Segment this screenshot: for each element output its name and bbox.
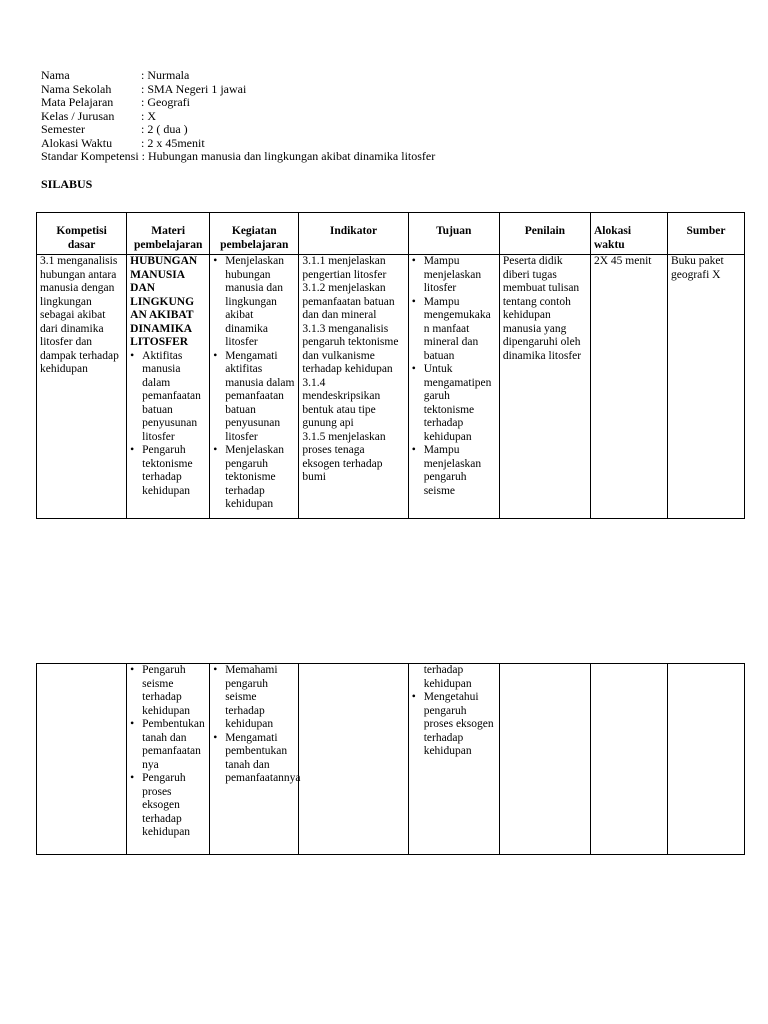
indikator-item: 3.1.4 mendeskripsikan bentuk atau tipe gunung api [302, 376, 381, 429]
info-row-mapel [41, 96, 435, 110]
list-item: • Pengaruh tektonisme terhadap kehidupan [142, 444, 206, 498]
cell-penilain: Peserta didik diberi tugas membuat tulisan tentang contoh kehidupan manusia yang dipengaruhi oleh dinamika litosfer [499, 255, 590, 519]
syllabus-table-continued [36, 663, 745, 855]
materi-heading: HUBUNGAN MANUSIA DAN LINGKUNG AN AKIBAT DINAMIKA LITOSFER [130, 255, 198, 348]
list-item: • Memahami pengaruh seisme terhadap kehidupan [225, 664, 295, 732]
cell-materi [127, 255, 210, 519]
list-item: • Mampu mengemukaka n manfaat mineral dan batuan [424, 296, 496, 364]
cell-kegiatan [210, 255, 299, 519]
cell-tujuan [408, 664, 499, 855]
header-indikator: Indikator [299, 213, 408, 255]
list-item: • Pembentukan tanah dan pemanfaatan nya [142, 718, 206, 772]
info-key: Nama [41, 68, 70, 82]
indikator-item: 3.1.2 menjelaskan pemanfaatan batuan dan dan mineral [302, 282, 395, 321]
indikator-item: 3.1.1 menjelaskan pengertian litosfer [302, 255, 387, 281]
table-header-row [37, 213, 745, 255]
list-item: • Menjelaskan hubungan manusia dan lingkungan akibat dinamika litosfer [225, 255, 295, 350]
header-materi: Materi pembelajaran [127, 213, 210, 255]
info-row-kelas [41, 110, 435, 124]
header-kegiatan: Kegiatan pembelajaran [210, 213, 299, 255]
list-item: • Mampu menjelaskan pengaruh seisme [424, 444, 496, 498]
info-value: : X [141, 108, 156, 123]
cell-indikator [299, 664, 408, 855]
list-item: • Mengetahui pengaruh proses eksogen terhadap kehidupan [424, 691, 496, 759]
cell-alokasi [591, 664, 668, 855]
list-item: • Mampu menjelaskan litosfer [424, 255, 496, 296]
info-value: : 2 x 45menit [141, 135, 205, 150]
indikator-item: 3.1.5 menjelaskan proses tenaga eksogen terhadap bumi [302, 430, 386, 483]
section-title: SILABUS [41, 177, 93, 191]
header-kompetisi: Kompetisi dasar [37, 213, 127, 255]
cell-kompetisi: 3.1 menganalisis hubungan antara manusia dengan lingkungan sebagai akibat dari dinamika litosfer dan dampak terhadap kehidupan [37, 255, 127, 519]
info-key: Kelas / Jurusan [41, 108, 115, 123]
cell-sumber [667, 664, 744, 855]
info-key: Semester [41, 122, 85, 136]
list-item: • Mengamati pembentukan tanah dan pemanfaatannya [225, 732, 295, 786]
cell-tujuan [408, 255, 499, 519]
info-row-nama [41, 69, 435, 83]
table-row [37, 255, 745, 519]
list-item: • Mengamati aktifitas manusia dalam pemanfaatan batuan penyusunan litosfer [225, 350, 295, 445]
info-key: Nama Sekolah [41, 81, 112, 96]
list-item: • Pengaruh seisme terhadap kehidupan [142, 664, 206, 718]
tujuan-continued: terhadap kehidupan [423, 664, 472, 690]
table-row [37, 664, 745, 855]
cell-kegiatan [210, 664, 299, 855]
info-value: : SMA Negeri 1 jawai [141, 81, 247, 96]
info-key: Alokasi Waktu [41, 135, 113, 150]
cell-penilain [499, 664, 590, 855]
cell-indikator [299, 255, 408, 519]
identity-block [41, 69, 435, 164]
info-row-semester [41, 123, 435, 137]
info-value: : Geografi [141, 95, 190, 109]
info-row-sekolah [41, 83, 435, 97]
indikator-item: 3.1.3 menganalisis pengaruh tektonisme dan vulkanisme terhadap kehidupan [302, 322, 399, 375]
list-item: • Aktifitas manusia dalam pemanfaatan batuan penyusunan litosfer [142, 350, 206, 445]
list-item: • Menjelaskan pengaruh tektonisme terhadap kehidupan [225, 444, 295, 512]
cell-kompetisi [37, 664, 127, 855]
cell-materi [127, 664, 210, 855]
info-value: : 2 ( dua ) [141, 122, 188, 136]
info-key: Mata Pelajaran [41, 95, 114, 109]
info-row-alokasi [41, 137, 435, 151]
list-item: • Untuk mengamatipen garuh tektonisme terhadap kehidupan [424, 363, 496, 444]
syllabus-table [36, 212, 745, 519]
header-penilain: Penilain [499, 213, 590, 255]
cell-sumber: Buku paket geografi X [667, 255, 744, 519]
standar-kompetensi: Standar Kompetensi : Hubungan manusia dan lingkungan akibat dinamika litosfer [41, 149, 436, 163]
header-sumber: Sumber [667, 213, 744, 255]
header-tujuan: Tujuan [408, 213, 499, 255]
list-item: • Pengaruh proses eksogen terhadap kehidupan [142, 772, 206, 840]
cell-alokasi: 2X 45 menit [591, 255, 668, 519]
info-value: : Nurmala [141, 68, 190, 82]
header-alokasi: Alokasi waktu [591, 213, 668, 255]
